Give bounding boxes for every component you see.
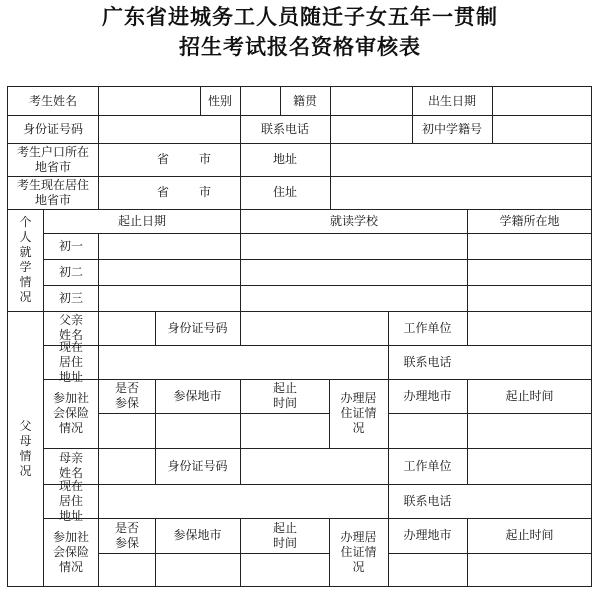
mother-insurance-label: 参加社会保险情况 (52, 530, 89, 574)
native-place-field[interactable] (331, 87, 412, 115)
name-field[interactable] (99, 87, 200, 115)
mother-residence-permit-label: 办理居住证情况 (340, 530, 377, 574)
mother-id-label: 身份证号码 (167, 458, 228, 473)
form-title-line-2: 招生考试报名资格审核表 (179, 34, 421, 59)
father-work-field[interactable] (468, 311, 591, 345)
form-title-line-1: 广东省进城务工人员随迁子女五年一贯制 (102, 4, 498, 29)
father-insure-period-label: 起止时间 (272, 381, 297, 410)
residence-location-label: 考生现在居住地省市 (16, 177, 89, 207)
study-registry-header: 学籍所在地 (499, 213, 560, 228)
father-id-label: 身份证号码 (167, 320, 228, 335)
birth-date-field[interactable] (493, 87, 591, 115)
residence-address-label: 住址 (272, 185, 297, 199)
hukou-address-label: 地址 (272, 152, 297, 166)
father-current-address-label: 现在居住地址 (58, 339, 83, 384)
residence-province-city[interactable] (99, 176, 240, 209)
father-phone-label: 联系电话 (403, 354, 452, 369)
grade-2-label: 初二 (58, 264, 83, 279)
mother-insured-label: 是否参保 (114, 520, 139, 550)
mother-name-field[interactable] (99, 448, 155, 484)
gender-label: 性别 (207, 93, 232, 108)
mother-phone-field[interactable] (468, 484, 591, 518)
study-period-header: 起止日期 (117, 213, 166, 228)
phone-label: 联系电话 (260, 121, 309, 136)
mother-work-field[interactable] (468, 448, 591, 484)
study-section-label: 个人就学情况 (19, 215, 32, 304)
father-insure-city-label: 参保地市 (173, 388, 222, 403)
mother-name-label: 母亲姓名 (58, 451, 83, 480)
mother-permit-city-label: 办理地市 (403, 528, 452, 542)
father-id-field[interactable] (241, 311, 388, 345)
mother-permit-period-label: 起止时间 (505, 528, 554, 542)
id-number-label: 身份证号码 (22, 121, 83, 136)
school-registry-number-field[interactable] (493, 115, 591, 143)
name-label: 考生姓名 (28, 93, 77, 108)
mother-current-address-field[interactable] (99, 484, 388, 518)
grade-1-label: 初一 (58, 238, 83, 253)
birth-date-label: 出生日期 (427, 93, 476, 108)
father-name-label: 父亲姓名 (58, 313, 83, 342)
mother-current-address-label: 现在居住地址 (58, 478, 83, 523)
city-text: 市 (199, 152, 212, 166)
hukou-address-field[interactable] (331, 143, 591, 176)
province-text: 省 (157, 185, 170, 199)
father-name-field[interactable] (99, 311, 155, 345)
father-work-label: 工作单位 (403, 320, 452, 335)
city-text: 市 (199, 185, 212, 199)
native-place-label: 籍贯 (292, 93, 317, 108)
mother-insure-city-label: 参保地市 (173, 528, 222, 542)
id-number-field[interactable] (99, 115, 240, 143)
grade-3-label: 初三 (58, 290, 83, 305)
father-phone-field[interactable] (468, 345, 591, 379)
father-insurance-label: 参加社会保险情况 (52, 391, 89, 435)
parents-section-label: 父母情况 (19, 419, 32, 478)
gender-field[interactable] (241, 87, 280, 115)
father-permit-city-label: 办理地市 (403, 388, 452, 403)
father-residence-permit-label: 办理居住证情况 (340, 391, 377, 435)
father-current-address-field[interactable] (99, 345, 388, 379)
mother-work-label: 工作单位 (403, 458, 452, 473)
hukou-province-city[interactable] (99, 143, 240, 176)
school-registry-number-label: 初中学籍号 (421, 121, 482, 136)
residence-address-field[interactable] (331, 176, 591, 209)
study-school-header: 就读学校 (329, 213, 378, 228)
father-insured-label: 是否参保 (114, 381, 139, 410)
mother-phone-label: 联系电话 (403, 493, 452, 508)
mother-id-field[interactable] (241, 448, 388, 484)
hukou-location-label: 考生户口所在地省市 (16, 144, 89, 174)
phone-field[interactable] (331, 115, 412, 143)
father-permit-period-label: 起止时间 (505, 388, 554, 403)
province-text: 省 (157, 152, 170, 166)
mother-insure-period-label: 起止时间 (272, 520, 297, 550)
